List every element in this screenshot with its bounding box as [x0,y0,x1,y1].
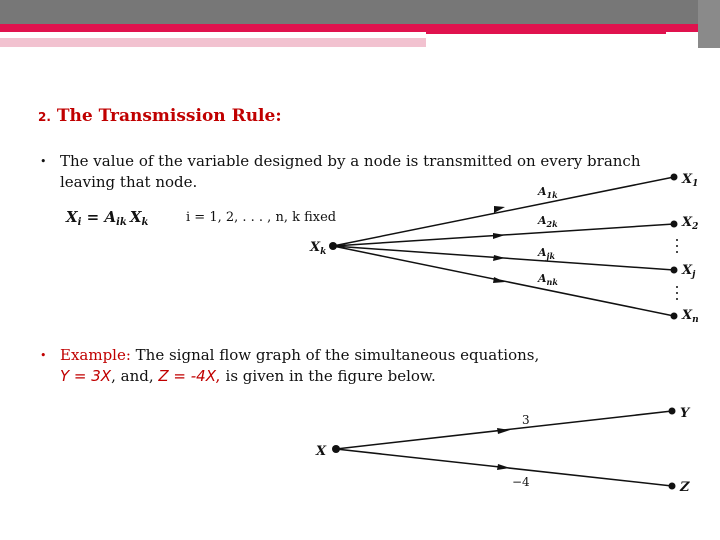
node-xn [671,313,678,320]
gain-minus4: −4 [512,475,530,489]
arrow-z [497,464,510,470]
gain-ank: $A_{nk}$ [538,272,558,287]
svg-text:Xk: $X_k$ [310,240,327,257]
gain-ajk: $A_{jk}$ [538,246,555,261]
example-text1: The signal flow graph of the simultaneous equations, [130,346,540,364]
heading-title: The Transmission Rule: [56,106,282,126]
branch-n [333,246,674,316]
node-y [669,408,676,415]
node-z [669,483,676,490]
bullet1-line1: The value of the variable designed by a node is transmitted on every branch [60,152,641,170]
signal-flow-graph-1 [309,172,699,325]
example-text2: is given in the figure below. [220,367,436,385]
signal-flow-graph-2 [315,406,691,495]
label-xj: $X_j$ [682,263,696,280]
equation-z: Z = -4X, [158,367,221,385]
gain-a2k: $A_{2k}$ [538,214,558,229]
gain-a1k: $A_{1k}$ [538,185,558,200]
example-label: Example: [60,346,131,364]
arrow-j [493,255,505,261]
example-mid: , and, [111,367,159,385]
bullet-dot: • [40,155,47,168]
transmission-formula [65,208,336,228]
formula-range: i = 1, 2, . . . , n, k fixed [186,210,337,225]
label-x2: $X_2$ [682,215,699,232]
node-x1 [671,174,678,181]
node-xj [671,267,678,274]
node-x2 [671,221,678,228]
label-y: Y [680,406,690,421]
gain-3: 3 [522,413,530,427]
label-xn: $X_n$ [682,308,699,325]
arrow-2 [493,233,505,239]
label-z: Z [680,480,690,495]
bullet-dot: • [40,349,47,362]
label-x: X [316,444,327,459]
bullet1-line2: leaving that node. [60,173,198,191]
equation-y: Y = 3X [60,367,112,385]
heading-number: 2. [38,110,51,124]
label-x1: $X_1$ [682,172,699,189]
arrow-n [493,277,505,283]
svg-text:Xi = AikXk: $X_i = A_{ik}$ $X_k$ [66,208,149,228]
